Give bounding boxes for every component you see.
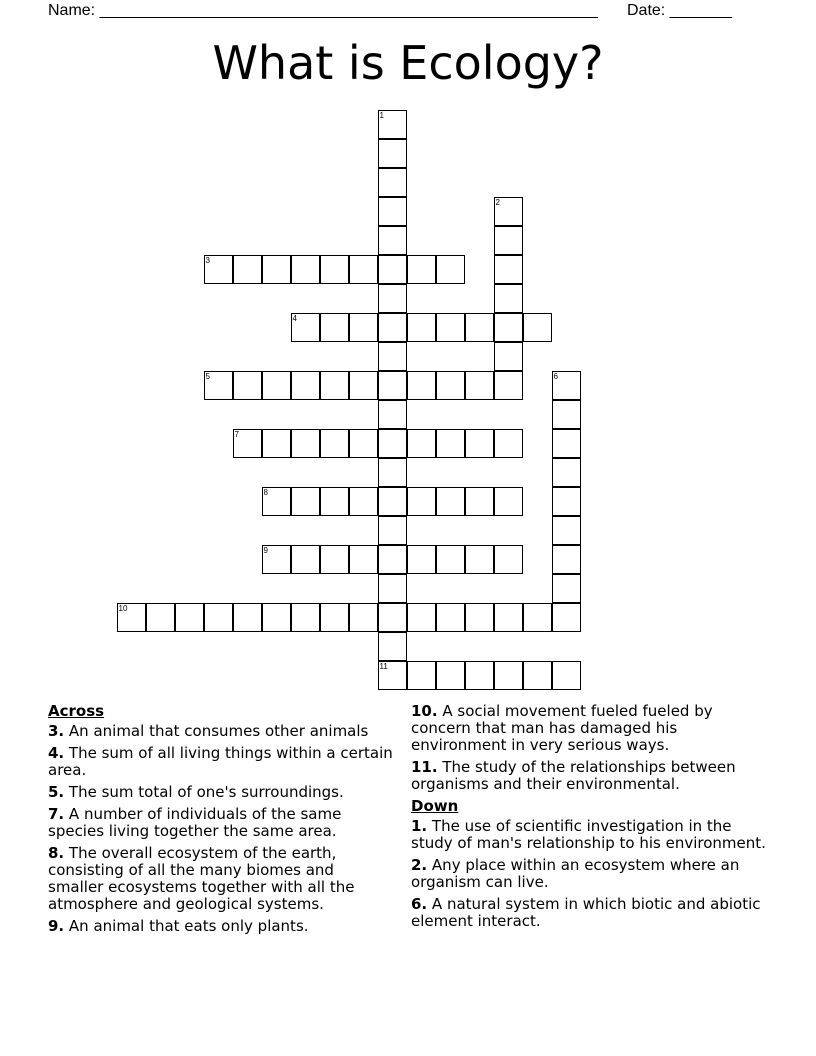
grid-cell[interactable] [233, 371, 262, 400]
across-heading: Across [48, 702, 105, 720]
grid-cell[interactable] [407, 313, 436, 342]
grid-cell[interactable] [262, 487, 291, 516]
grid-cell[interactable] [378, 255, 407, 284]
grid-cell[interactable] [291, 487, 320, 516]
grid-cell[interactable] [378, 284, 407, 313]
clue [48, 918, 393, 935]
grid-cell[interactable] [465, 313, 494, 342]
grid-cell[interactable] [436, 371, 465, 400]
grid-cell[interactable] [233, 255, 262, 284]
clue-text: The use of scientific investigation in the study of man's relationship to his environment. [411, 817, 766, 852]
grid-cell[interactable] [494, 603, 523, 632]
clue [411, 818, 771, 852]
grid-cell[interactable] [494, 226, 523, 255]
clue-text: A social movement fueled fueled by concern that man has damaged his environment in very serious ways. [411, 702, 713, 754]
grid-cell[interactable] [146, 603, 175, 632]
grid-cell[interactable] [378, 197, 407, 226]
clue [411, 759, 771, 793]
clue [48, 784, 393, 801]
grid-cell[interactable] [436, 487, 465, 516]
grid-cell[interactable] [494, 313, 523, 342]
grid-cell[interactable] [407, 255, 436, 284]
grid-cell[interactable] [552, 400, 581, 429]
grid-cell[interactable] [407, 603, 436, 632]
grid-cell[interactable] [117, 603, 146, 632]
grid-cell[interactable] [407, 661, 436, 690]
grid-cell[interactable] [349, 429, 378, 458]
clue-text: The overall ecosystem of the earth, consisting of all the many biomes and smaller ecosystems together with all the atmosphere and geological systems. [48, 844, 355, 913]
clue [48, 845, 393, 913]
grid-cell[interactable] [204, 371, 233, 400]
clue [48, 806, 393, 840]
cell-number: 11 [379, 661, 388, 671]
grid-cell[interactable] [494, 197, 523, 226]
cell-number: 7 [234, 429, 239, 439]
grid-cell[interactable] [378, 516, 407, 545]
grid-cell[interactable] [378, 632, 407, 661]
grid-cell[interactable] [204, 255, 233, 284]
clue-number: 9. [48, 917, 65, 935]
grid-cell[interactable] [465, 661, 494, 690]
grid-cell[interactable] [465, 371, 494, 400]
clue-number: 5. [48, 783, 65, 801]
grid-cell[interactable] [465, 429, 494, 458]
grid-cell[interactable] [378, 226, 407, 255]
grid-cell[interactable] [320, 255, 349, 284]
grid-cell[interactable] [378, 400, 407, 429]
grid-cell[interactable] [552, 487, 581, 516]
grid-cell[interactable] [552, 371, 581, 400]
grid-cell[interactable] [407, 371, 436, 400]
grid-cell[interactable] [175, 603, 204, 632]
clues-left [48, 703, 393, 940]
clue-number: 10. [411, 702, 438, 720]
grid-cell[interactable] [465, 603, 494, 632]
clue-text: An animal that eats only plants. [68, 917, 309, 935]
cell-number: 9 [263, 545, 268, 555]
grid-cell[interactable] [523, 661, 552, 690]
grid-cell[interactable] [204, 603, 233, 632]
grid-cell[interactable] [407, 487, 436, 516]
grid-cell[interactable] [494, 371, 523, 400]
grid-cell[interactable] [349, 255, 378, 284]
grid-cell[interactable] [494, 429, 523, 458]
grid-cell[interactable] [378, 458, 407, 487]
cell-number: 3 [205, 255, 210, 265]
grid-cell[interactable] [378, 661, 407, 690]
grid-cell[interactable] [320, 313, 349, 342]
grid-cell[interactable] [436, 429, 465, 458]
grid-cell[interactable] [523, 603, 552, 632]
clue-text: The sum of all living things within a certain area. [48, 744, 393, 779]
clues-right [411, 703, 771, 935]
grid-cell[interactable] [552, 574, 581, 603]
grid-cell[interactable] [523, 313, 552, 342]
grid-cell[interactable] [552, 545, 581, 574]
grid-cell[interactable] [378, 487, 407, 516]
grid-cell[interactable] [436, 255, 465, 284]
grid-cell[interactable] [262, 255, 291, 284]
grid-cell[interactable] [349, 313, 378, 342]
clue [48, 745, 393, 779]
page-title: What is Ecology? [212, 36, 604, 90]
grid-cell[interactable] [552, 661, 581, 690]
grid-cell[interactable] [552, 603, 581, 632]
clue-number: 1. [411, 817, 428, 835]
grid-cell[interactable] [407, 545, 436, 574]
grid-cell[interactable] [378, 545, 407, 574]
grid-cell[interactable] [320, 487, 349, 516]
grid-cell[interactable] [378, 313, 407, 342]
grid-cell[interactable] [378, 371, 407, 400]
grid-cell[interactable] [378, 168, 407, 197]
cell-number: 2 [495, 197, 500, 207]
clue-text: Any place within an ecosystem where an organism can live. [411, 856, 740, 891]
grid-cell[interactable] [494, 284, 523, 313]
clue-number: 8. [48, 844, 65, 862]
grid-cell[interactable] [291, 255, 320, 284]
grid-cell[interactable] [407, 429, 436, 458]
grid-cell[interactable] [320, 429, 349, 458]
grid-cell[interactable] [494, 661, 523, 690]
grid-cell[interactable] [320, 371, 349, 400]
clue [411, 703, 771, 754]
clue-text: The study of the relationships between organisms and their environmental. [411, 758, 736, 793]
date-field[interactable]: Date: _______ [627, 2, 732, 19]
grid-cell[interactable] [436, 603, 465, 632]
name-field[interactable]: Name: ________________________________________________________ [48, 2, 598, 19]
clue-text: The sum total of one's surroundings. [68, 783, 344, 801]
clue-text: A number of individuals of the same species living together the same area. [48, 805, 342, 840]
grid-cell[interactable] [262, 545, 291, 574]
grid-cell[interactable] [291, 545, 320, 574]
clue [411, 857, 771, 891]
grid-cell[interactable] [233, 429, 262, 458]
cell-number: 4 [292, 313, 297, 323]
cell-number: 5 [205, 371, 210, 381]
grid-cell[interactable] [291, 603, 320, 632]
cell-number: 1 [379, 110, 384, 120]
grid-cell[interactable] [291, 371, 320, 400]
grid-cell[interactable] [436, 661, 465, 690]
clue-text: A natural system in which biotic and abiotic element interact. [411, 895, 761, 930]
grid-cell[interactable] [436, 545, 465, 574]
grid-cell[interactable] [378, 603, 407, 632]
grid-cell[interactable] [378, 429, 407, 458]
grid-cell[interactable] [320, 545, 349, 574]
grid-cell[interactable] [378, 342, 407, 371]
grid-cell[interactable] [465, 487, 494, 516]
clue [411, 896, 771, 930]
grid-cell[interactable] [349, 487, 378, 516]
grid-cell[interactable] [552, 429, 581, 458]
clue-number: 3. [48, 722, 65, 740]
grid-cell[interactable] [262, 371, 291, 400]
cell-number: 10 [118, 603, 128, 613]
grid-cell[interactable] [494, 342, 523, 371]
grid-cell[interactable] [291, 429, 320, 458]
grid-cell[interactable] [378, 110, 407, 139]
crossword-grid [117, 110, 581, 690]
clue-text: An animal that consumes other animals [68, 722, 369, 740]
grid-cell[interactable] [378, 139, 407, 168]
grid-cell[interactable] [494, 487, 523, 516]
clue-number: 4. [48, 744, 65, 762]
clue-number: 2. [411, 856, 428, 874]
cell-number: 6 [553, 371, 558, 381]
grid-cell[interactable] [378, 574, 407, 603]
cell-number: 8 [263, 487, 268, 497]
grid-cell[interactable] [436, 313, 465, 342]
grid-cell[interactable] [552, 458, 581, 487]
clue-number: 11. [411, 758, 438, 776]
grid-cell[interactable] [233, 603, 262, 632]
grid-cell[interactable] [291, 313, 320, 342]
clue-number: 6. [411, 895, 428, 913]
grid-cell[interactable] [320, 603, 349, 632]
clue [48, 723, 393, 740]
grid-cell[interactable] [349, 545, 378, 574]
grid-cell[interactable] [494, 545, 523, 574]
grid-cell[interactable] [349, 603, 378, 632]
grid-cell[interactable] [349, 371, 378, 400]
down-heading: Down [411, 797, 459, 815]
grid-cell[interactable] [494, 255, 523, 284]
grid-cell[interactable] [262, 429, 291, 458]
clue-number: 7. [48, 805, 65, 823]
grid-cell[interactable] [465, 545, 494, 574]
grid-cell[interactable] [552, 516, 581, 545]
grid-cell[interactable] [262, 603, 291, 632]
